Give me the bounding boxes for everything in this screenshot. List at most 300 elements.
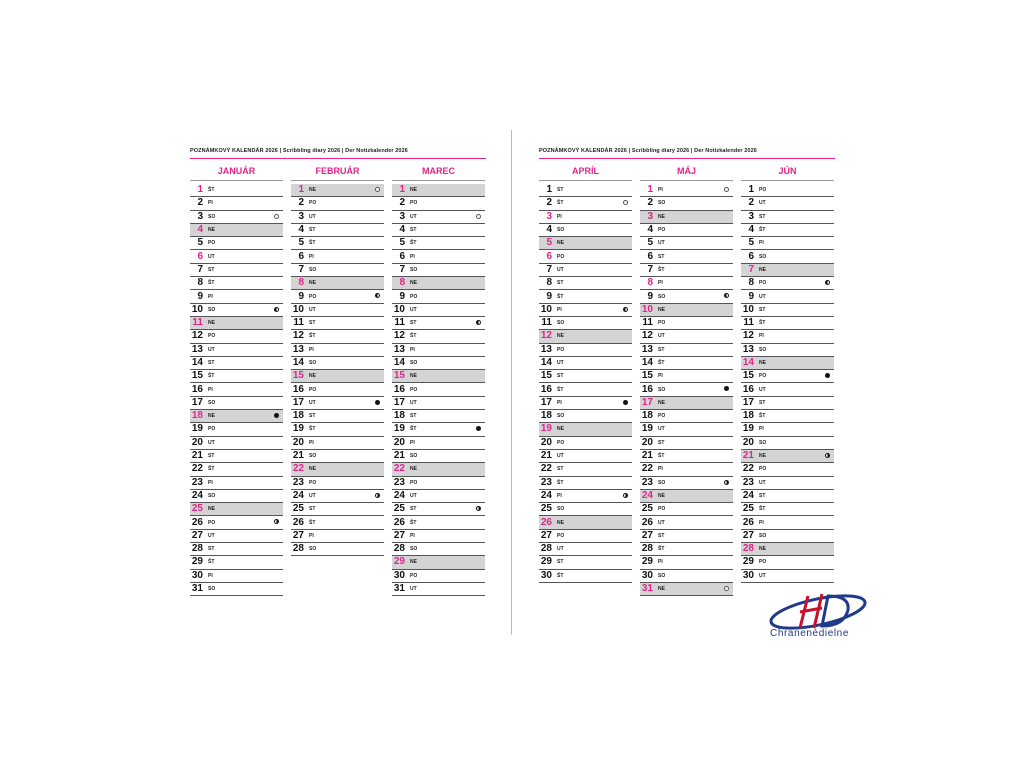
day-number: 13 <box>292 343 304 355</box>
day-row <box>539 184 632 197</box>
day-row <box>640 556 733 569</box>
day-number: 6 <box>197 250 203 262</box>
day-row <box>190 197 283 210</box>
day-row <box>539 410 632 423</box>
weekday-abbr: SO <box>759 253 767 260</box>
day-row <box>190 184 283 197</box>
moon-last-icon <box>274 307 279 312</box>
day-row <box>392 490 485 503</box>
weekday-abbr: ST <box>759 306 766 313</box>
weekday-abbr: NE <box>759 266 766 273</box>
day-row <box>291 344 384 357</box>
weekday-abbr: NE <box>208 506 215 513</box>
day-number: 24 <box>191 489 203 501</box>
day-number: 15 <box>742 370 754 382</box>
day-number: 23 <box>191 476 203 488</box>
day-number: 5 <box>748 237 754 249</box>
moon-new-icon <box>375 400 380 405</box>
day-number: 16 <box>191 383 203 395</box>
weekday-abbr: ŠT <box>410 333 417 340</box>
day-row <box>539 211 632 224</box>
weekday-abbr: ŠT <box>759 413 766 420</box>
day-number: 12 <box>641 330 653 342</box>
weekday-abbr: NE <box>410 187 417 194</box>
day-number: 7 <box>546 263 552 275</box>
weekday-abbr: PO <box>410 479 418 486</box>
day-row <box>640 450 733 463</box>
weekday-abbr: UT <box>759 386 766 393</box>
day-number: 22 <box>742 463 754 475</box>
day-row <box>539 556 632 569</box>
weekday-abbr: SO <box>658 572 666 579</box>
weekday-abbr: ŠT <box>208 559 215 566</box>
weekday-abbr: PO <box>557 253 565 260</box>
day-number: 30 <box>393 569 405 581</box>
weekday-abbr: SO <box>410 546 418 553</box>
weekday-abbr: ŠT <box>658 360 665 366</box>
day-row <box>392 556 485 569</box>
day-number: 2 <box>647 197 653 209</box>
weekday-abbr: ŠT <box>208 280 215 287</box>
day-row <box>539 490 632 503</box>
weekday-abbr: UT <box>309 306 316 313</box>
weekday-abbr: SO <box>309 360 317 366</box>
day-number: 29 <box>393 556 405 568</box>
day-row <box>190 490 283 503</box>
day-number: 11 <box>293 317 304 329</box>
day-row <box>741 277 834 290</box>
day-number: 24 <box>540 489 552 501</box>
weekday-abbr: NE <box>658 586 665 593</box>
day-number: 18 <box>540 410 552 422</box>
day-row <box>539 317 632 330</box>
day-row <box>741 570 834 583</box>
day-row <box>190 516 283 529</box>
day-number: 11 <box>541 317 552 329</box>
day-row <box>539 503 632 516</box>
weekday-abbr: SO <box>208 306 216 313</box>
day-number: 28 <box>641 543 653 555</box>
day-row <box>640 423 733 436</box>
day-row <box>539 450 632 463</box>
weekday-abbr: ŠT <box>309 519 316 526</box>
day-row <box>640 477 733 490</box>
day-number: 11 <box>743 317 754 329</box>
day-row <box>291 264 384 277</box>
weekday-abbr: PO <box>557 346 565 353</box>
day-number: 15 <box>393 370 405 382</box>
weekday-abbr: PI <box>658 280 663 287</box>
day-row <box>291 450 384 463</box>
day-row <box>392 423 485 436</box>
day-number: 9 <box>546 290 552 302</box>
day-number: 23 <box>742 476 754 488</box>
weekday-abbr: UT <box>208 439 215 446</box>
day-row <box>392 197 485 210</box>
day-row <box>190 530 283 543</box>
weekday-abbr: PO <box>208 333 216 340</box>
weekday-abbr: PI <box>208 200 213 207</box>
day-row <box>539 330 632 343</box>
weekday-abbr: SO <box>759 439 767 446</box>
day-number: 23 <box>540 476 552 488</box>
day-number: 26 <box>191 516 203 528</box>
weekday-abbr: SO <box>557 413 565 420</box>
weekday-abbr: PO <box>410 572 418 579</box>
day-row <box>392 410 485 423</box>
day-number: 13 <box>742 343 754 355</box>
moon-full-icon <box>724 187 729 192</box>
weekday-abbr: UT <box>658 519 665 526</box>
day-row <box>392 277 485 290</box>
day-row <box>741 211 834 224</box>
day-row <box>539 237 632 250</box>
day-row <box>741 250 834 263</box>
day-number: 25 <box>540 503 552 515</box>
day-row <box>392 224 485 237</box>
day-row <box>539 357 632 370</box>
day-row <box>392 383 485 396</box>
weekday-abbr: ST <box>410 227 417 234</box>
weekday-abbr: UT <box>557 546 564 553</box>
month-name: APRÍL <box>539 163 632 181</box>
day-number: 20 <box>641 436 653 448</box>
moon-last-icon <box>375 293 380 298</box>
day-number: 21 <box>742 450 754 462</box>
day-number: 1 <box>298 184 304 196</box>
moon-first-icon <box>825 453 830 458</box>
day-number: 10 <box>191 303 203 315</box>
weekday-abbr: PI <box>410 532 415 539</box>
moon-last-icon <box>724 293 729 298</box>
day-number: 11 <box>394 317 405 329</box>
day-number: 26 <box>540 516 552 528</box>
weekday-abbr: SO <box>658 386 666 393</box>
day-number: 6 <box>298 250 304 262</box>
weekday-abbr: PO <box>410 386 418 393</box>
weekday-abbr: NE <box>208 413 215 420</box>
day-number: 5 <box>298 237 304 249</box>
weekday-abbr: UT <box>410 399 417 406</box>
day-row <box>539 370 632 383</box>
day-row <box>741 437 834 450</box>
weekday-abbr: PI <box>309 253 314 260</box>
day-row <box>741 197 834 210</box>
day-row <box>741 184 834 197</box>
day-row <box>539 423 632 436</box>
day-row <box>392 437 485 450</box>
weekday-abbr: ST <box>309 506 316 513</box>
weekday-abbr: NE <box>759 453 766 460</box>
weekday-abbr: ŠT <box>557 479 564 486</box>
day-number: 12 <box>191 330 203 342</box>
moon-full-icon <box>724 586 729 591</box>
weekday-abbr: SO <box>208 399 216 406</box>
day-row <box>640 344 733 357</box>
day-number: 24 <box>742 489 754 501</box>
day-number: 17 <box>540 396 552 408</box>
weekday-abbr: SO <box>410 266 418 273</box>
day-number: 21 <box>292 450 304 462</box>
day-row <box>392 450 485 463</box>
moon-first-icon <box>375 493 380 498</box>
day-number: 28 <box>393 543 405 555</box>
day-number: 29 <box>191 556 203 568</box>
day-number: 16 <box>742 383 754 395</box>
weekday-abbr: ŠT <box>208 466 215 473</box>
day-row <box>392 317 485 330</box>
day-number: 16 <box>393 383 405 395</box>
day-number: 1 <box>399 184 405 196</box>
day-row <box>539 543 632 556</box>
day-row <box>392 516 485 529</box>
day-row <box>190 410 283 423</box>
moon-first-icon <box>274 519 279 524</box>
day-row <box>392 463 485 476</box>
day-row <box>640 317 733 330</box>
day-number: 10 <box>292 303 304 315</box>
weekday-abbr: SO <box>309 266 317 273</box>
day-row <box>291 543 384 556</box>
day-number: 31 <box>393 583 405 595</box>
weekday-abbr: NE <box>410 559 417 566</box>
weekday-abbr: PI <box>309 532 314 539</box>
day-row <box>291 516 384 529</box>
day-row <box>741 530 834 543</box>
moon-first-icon <box>476 506 481 511</box>
day-number: 2 <box>197 197 203 209</box>
day-number: 18 <box>393 410 405 422</box>
weekday-abbr: SO <box>410 453 418 460</box>
day-number: 2 <box>546 197 552 209</box>
day-row <box>741 450 834 463</box>
weekday-abbr: SO <box>658 293 666 300</box>
day-row <box>539 477 632 490</box>
weekday-abbr: SO <box>557 320 565 327</box>
day-number: 17 <box>191 396 203 408</box>
day-number: 21 <box>641 450 653 462</box>
day-row <box>539 224 632 237</box>
day-number: 26 <box>742 516 754 528</box>
weekday-abbr: SO <box>658 479 666 486</box>
day-number: 19 <box>641 423 653 435</box>
day-row <box>640 277 733 290</box>
month-column <box>741 163 834 596</box>
weekday-abbr: PI <box>208 479 213 486</box>
weekday-abbr: ST <box>658 346 665 353</box>
day-number: 7 <box>647 263 653 275</box>
day-row <box>741 290 834 303</box>
day-row <box>741 543 834 556</box>
weekday-abbr: NE <box>309 187 316 194</box>
day-row <box>741 556 834 569</box>
day-number: 17 <box>742 396 754 408</box>
day-row <box>741 317 834 330</box>
day-number: 22 <box>393 463 405 475</box>
day-row <box>291 477 384 490</box>
day-number: 17 <box>292 396 304 408</box>
day-row <box>291 197 384 210</box>
weekday-abbr: PI <box>208 572 213 579</box>
day-number: 7 <box>197 263 203 275</box>
day-number: 22 <box>191 463 203 475</box>
weekday-abbr: ŠT <box>410 426 417 433</box>
weekday-abbr: PI <box>309 439 314 446</box>
weekday-abbr: PO <box>309 200 317 207</box>
weekday-abbr: NE <box>658 213 665 220</box>
day-row <box>291 330 384 343</box>
day-row <box>741 330 834 343</box>
moon-last-icon <box>623 307 628 312</box>
day-number: 6 <box>748 250 754 262</box>
weekday-abbr: PO <box>759 373 767 380</box>
day-row <box>640 290 733 303</box>
day-row <box>291 237 384 250</box>
day-number: 8 <box>298 277 304 289</box>
weekday-abbr: SO <box>557 227 565 234</box>
day-number: 2 <box>298 197 304 209</box>
day-number: 24 <box>641 489 653 501</box>
weekday-abbr: PO <box>557 439 565 446</box>
weekday-abbr: UT <box>759 293 766 300</box>
day-row <box>392 184 485 197</box>
day-row <box>392 290 485 303</box>
day-row <box>741 370 834 383</box>
month-name: FEBRUÁR <box>291 163 384 181</box>
day-row <box>640 184 733 197</box>
day-number: 19 <box>292 423 304 435</box>
day-row <box>291 290 384 303</box>
day-row <box>640 383 733 396</box>
day-row <box>741 503 834 516</box>
day-row <box>640 410 733 423</box>
weekday-abbr: ST <box>208 266 215 273</box>
day-row <box>291 423 384 436</box>
moon-last-icon <box>476 320 481 325</box>
weekday-abbr: NE <box>557 519 564 526</box>
day-row <box>392 330 485 343</box>
day-row <box>741 344 834 357</box>
day-row <box>539 530 632 543</box>
weekday-abbr: UT <box>309 213 316 220</box>
day-row <box>640 490 733 503</box>
weekday-abbr: NE <box>410 373 417 380</box>
day-row <box>539 264 632 277</box>
weekday-abbr: SO <box>208 492 216 499</box>
weekday-abbr: PO <box>309 479 317 486</box>
day-number: 9 <box>197 290 203 302</box>
month-column <box>640 163 733 596</box>
weekday-abbr: UT <box>658 240 665 247</box>
weekday-abbr: UT <box>759 572 766 579</box>
day-row <box>640 583 733 596</box>
weekday-abbr: ŠT <box>658 546 665 553</box>
weekday-abbr: PO <box>759 559 767 566</box>
day-number: 2 <box>399 197 405 209</box>
weekday-abbr: PO <box>658 413 666 420</box>
weekday-abbr: UT <box>208 253 215 260</box>
day-number: 4 <box>298 224 304 236</box>
day-row <box>640 197 733 210</box>
weekday-abbr: UT <box>410 586 417 593</box>
day-number: 27 <box>191 529 203 541</box>
day-number: 22 <box>641 463 653 475</box>
weekday-abbr: ST <box>208 360 215 366</box>
weekday-abbr: ŠT <box>557 386 564 393</box>
day-row <box>190 503 283 516</box>
left-calendar-page <box>190 146 486 596</box>
day-number: 21 <box>540 450 552 462</box>
weekday-abbr: UT <box>557 360 564 366</box>
weekday-abbr: NE <box>557 333 564 340</box>
weekday-abbr: NE <box>309 466 316 473</box>
weekday-abbr: NE <box>410 466 417 473</box>
weekday-abbr: ŠT <box>759 320 766 327</box>
weekday-abbr: SO <box>208 213 216 220</box>
weekday-abbr: ST <box>759 399 766 406</box>
day-number: 17 <box>641 396 653 408</box>
day-number: 25 <box>191 503 203 515</box>
weekday-abbr: UT <box>208 532 215 539</box>
day-number: 21 <box>393 450 405 462</box>
day-number: 23 <box>393 476 405 488</box>
page-divider <box>511 130 512 635</box>
day-row <box>640 211 733 224</box>
weekday-abbr: UT <box>759 200 766 207</box>
day-row <box>291 370 384 383</box>
weekday-abbr: ST <box>309 320 316 327</box>
moon-full-icon <box>274 214 279 219</box>
weekday-abbr: ŠT <box>309 333 316 340</box>
day-row <box>741 224 834 237</box>
day-number: 18 <box>641 410 653 422</box>
day-number: 20 <box>742 436 754 448</box>
day-number: 12 <box>292 330 304 342</box>
weekday-abbr: ŠT <box>658 266 665 273</box>
weekday-abbr: ST <box>208 546 215 553</box>
day-number: 4 <box>647 224 653 236</box>
day-number: 8 <box>546 277 552 289</box>
day-number: 31 <box>641 583 653 595</box>
day-row <box>640 224 733 237</box>
weekday-abbr: PI <box>658 373 663 380</box>
weekday-abbr: ST <box>658 439 665 446</box>
moon-new-icon <box>274 413 279 418</box>
day-row <box>291 410 384 423</box>
day-row <box>741 237 834 250</box>
day-row <box>741 264 834 277</box>
day-row <box>640 516 733 529</box>
weekday-abbr: PI <box>410 346 415 353</box>
weekday-abbr: ST <box>557 559 564 566</box>
weekday-abbr: ŠT <box>309 426 316 433</box>
day-row <box>640 330 733 343</box>
day-number: 23 <box>292 476 304 488</box>
day-number: 25 <box>641 503 653 515</box>
day-row <box>539 463 632 476</box>
weekday-abbr: SO <box>309 453 317 460</box>
weekday-abbr: PO <box>208 240 216 247</box>
day-row <box>640 437 733 450</box>
weekday-abbr: ST <box>410 506 417 513</box>
day-row <box>392 397 485 410</box>
weekday-abbr: PI <box>208 293 213 300</box>
day-number: 26 <box>393 516 405 528</box>
day-row <box>190 290 283 303</box>
weekday-abbr: NE <box>309 280 316 287</box>
moon-new-icon <box>623 400 628 405</box>
weekday-abbr: PI <box>557 306 562 313</box>
